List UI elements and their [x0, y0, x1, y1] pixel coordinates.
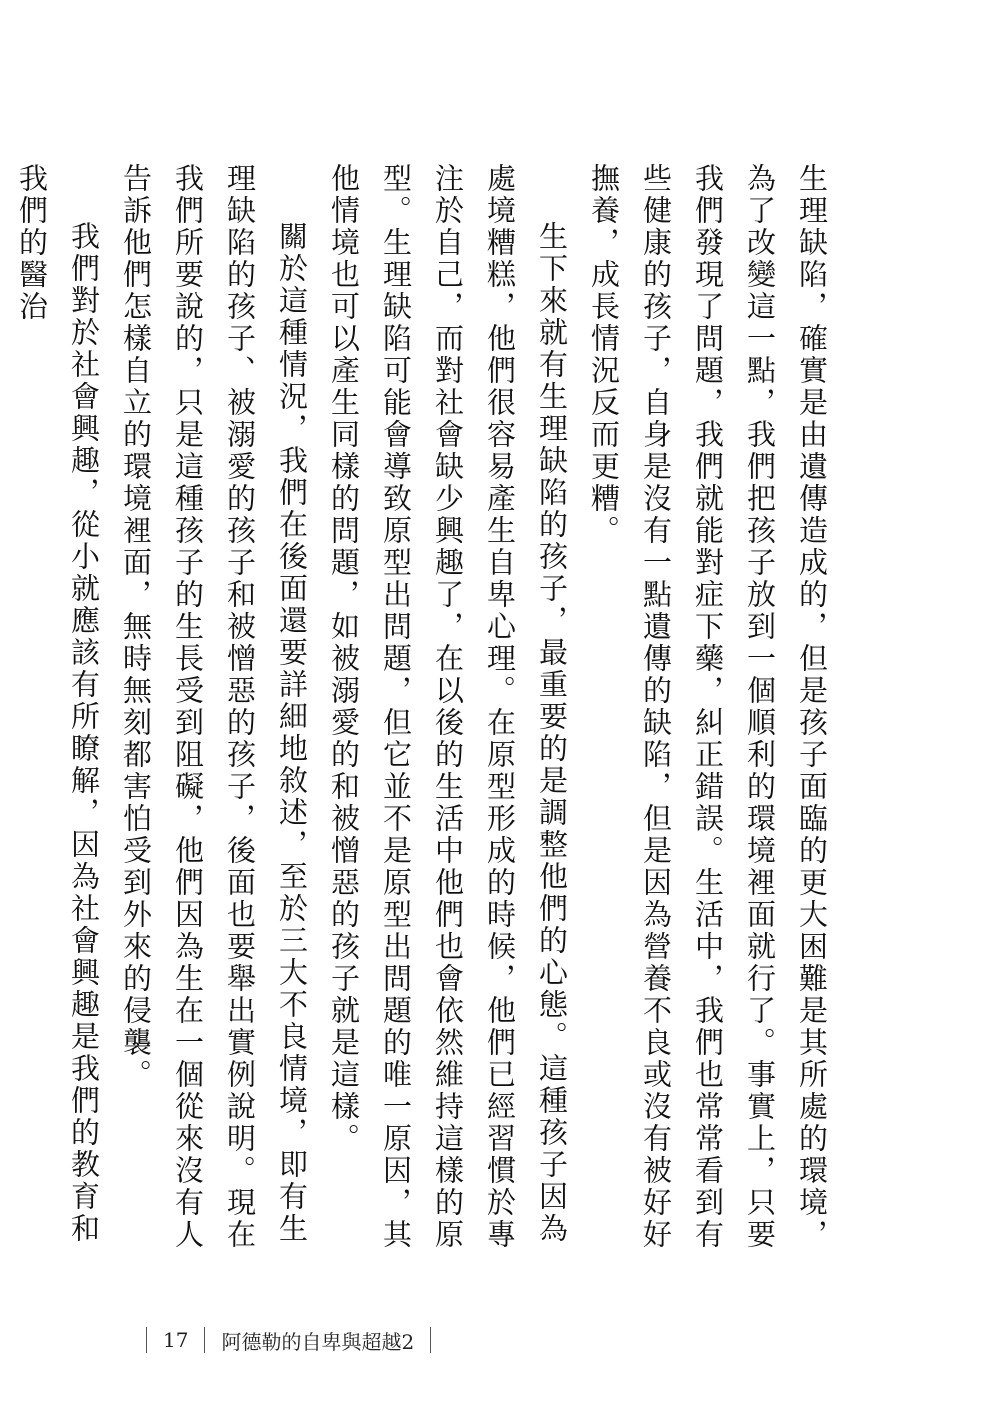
- page-footer: [130, 1325, 447, 1355]
- footer-divider-left: [146, 1327, 147, 1353]
- body-text: [15, 163, 838, 1263]
- book-title: 阿德勒的自卑與超越2: [221, 1329, 415, 1354]
- paragraph-4: 我們對於社會興趣，從小就應該有所瞭解，因為社會興趣是我們的教育和我們的醫治: [15, 163, 101, 1245]
- paragraph-2: 生下來就有生理缺陷的孩子，最重要的是調整他們的心態。這種孩子因為處境糟糕，他們很容易產生自卑心理。在原型形成的時候，他們已經習慣於專注於自己，而對社會缺少興趣了，在以後的生活中他們也會依然維持這樣的原型。生理缺陷可能會導致原型出問題，但它並不是原型出問題的唯一原因，其他情境也可以產生同樣的問題，如被溺愛的和被憎惡的孩子就是這樣。: [327, 163, 569, 1251]
- footer-divider-middle: [204, 1327, 205, 1353]
- paragraph-1: 生理缺陷，確實是由遺傳造成的，但是孩子面臨的更大困難是其所處的環境，為了改變這一點，我們把孩子放到一個順利的環境裡面就行了。事實上，只要我們發現了問題，我們就能對症下藥，糾正錯誤。生活中，我們也常常看到有些健康的孩子，自身是沒有一點遺傳的缺陷，但是因為營養不良或沒有被好好撫養，成長情況反而更糟。: [587, 163, 829, 1251]
- footer-divider-right: [430, 1327, 431, 1353]
- page-number: 17: [163, 1328, 189, 1352]
- paragraph-3: 關於這種情況，我們在後面還要詳細地敘述，至於三大不良情境，即有生理缺陷的孩子、被溺愛的孩子和被憎惡的孩子，後面也要舉出實例說明。現在我們所要說的，只是這種孩子的生長受到阻礙，他們因為生在一個從來沒有人告訴他們怎樣自立的環境裡面，無時無刻都害怕受到外來的侵襲。: [119, 163, 309, 1251]
